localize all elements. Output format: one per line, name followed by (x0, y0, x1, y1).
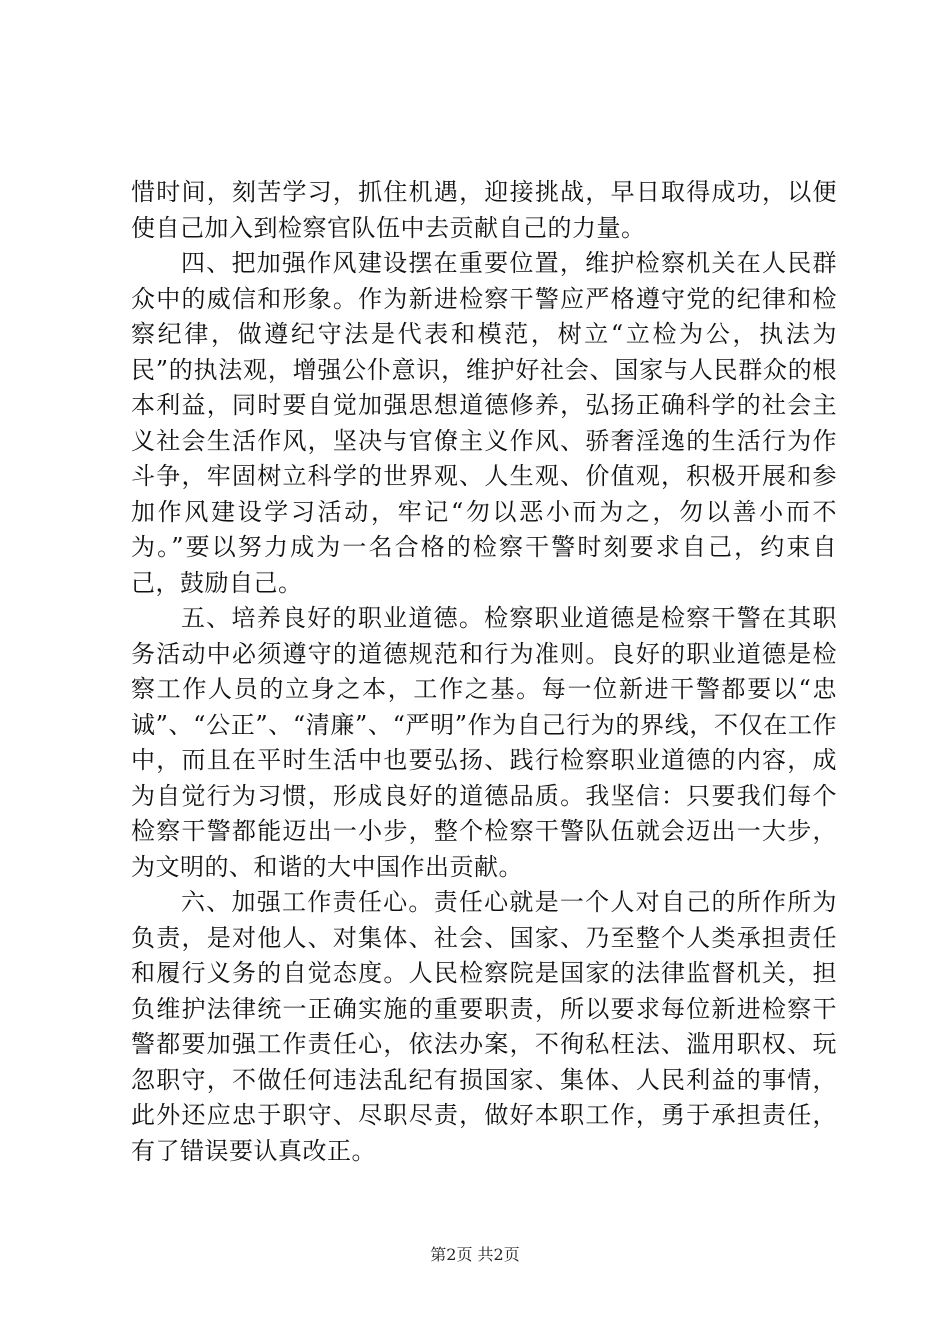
paragraph-continuation: 惜时间，刻苦学习，抓住机遇，迎接挑战，早日取得成功，以便使自己加入到检察官队伍中去贡献自己的力量。 (131, 178, 837, 242)
paragraph-section-six: 六、加强工作责任心。责任心就是一个人对自己的所作所为负责，是对他人、对集体、社会、国家、乃至整个人类承担责任和履行义务的自觉态度。人民检察院是国家的法律监督机关，担负维护法律统一正确实施的重要职责，所以要求每位新进检察干警都要加强工作责任心，依法办案，不徇私枉法、滥用职权、玩忽职守，不做任何违法乱纪有损国家、集体、人民利益的事情，此外还应忠于职守、尽职尽责，做好本职工作，勇于承担责任，有了错误要认真改正。 (131, 888, 837, 1165)
document-body (131, 175, 837, 1169)
page-footer: 第2页 共2页 (430, 1245, 520, 1264)
paragraph-section-five: 五、培养良好的职业道德。检察职业道德是检察干警在其职务活动中必须遵守的道德规范和行为准则。良好的职业道德是检察工作人员的立身之本，工作之基。每一位新进干警都要以“忠诚”、“公正”、“清廉”、“严明”作为自己行为的界线，不仅在工作中，而且在平时生活中也要弘扬、践行检察职业道德的内容，成为自觉行为习惯，形成良好的道德品质。我坚信：只要我们每个检察干警都能迈出一小步，整个检察干警队伍就会迈出一大步，为文明的、和谐的大中国作出贡献。 (131, 604, 837, 881)
paragraph-section-four: 四、把加强作风建设摆在重要位置，维护检察机关在人民群众中的威信和形象。作为新进检察干警应严格遵守党的纪律和检察纪律，做遵纪守法是代表和模范，树立“立检为公，执法为民”的执法观，增强公仆意识，维护好社会、国家与人民群众的根本利益，同时要自觉加强思想道德修养，弘扬正确科学的社会主义社会生活作风，坚决与官僚主义作风、骄奢淫逸的生活行为作斗争，牢固树立科学的世界观、人生观、价值观，积极开展和参加作风建设学习活动，牢记“勿以恶小而为之，勿以善小而不为。”要以努力成为一名合格的检察干警时刻要求自己，约束自己，鼓励自己。 (131, 249, 837, 597)
